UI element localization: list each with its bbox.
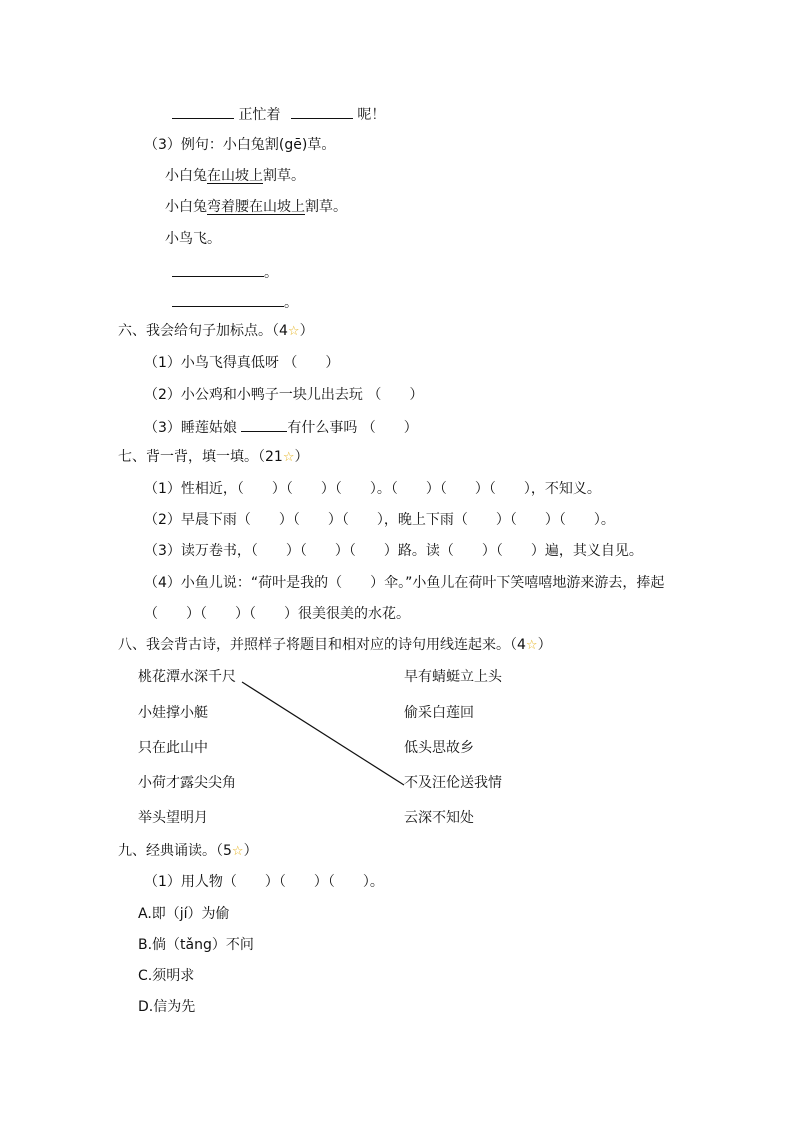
example-text: 割草。 (263, 168, 305, 184)
q5-3-example-1 (165, 167, 305, 185)
paren: ） (294, 449, 309, 465)
star-icon: ☆ (231, 844, 244, 859)
example-text: 割草。 (305, 199, 347, 215)
q7-item-4[interactable]: （4）小鱼儿说：“荷叶是我的（ ）伞。”小鱼儿在荷叶下笑嘻嘻地游来游去，捧起 (144, 575, 665, 591)
sentence-text: 有什么事吗 （ ） (287, 420, 418, 436)
example-underlined: 弯着腰在山坡上 (207, 199, 305, 215)
answer-blank[interactable] (291, 104, 353, 119)
q8-title (118, 636, 552, 655)
q6-sentence-3[interactable] (144, 417, 418, 437)
q6-sentence-2[interactable]: （2）小公鸡和小鸭子一块儿出去玩 （ ） (144, 387, 424, 403)
q7-item-3[interactable]: （3）读万卷书，（ ）（ ）（ ）路。读（ ）（ ）遍，其义自见。 (144, 543, 643, 559)
q9-option[interactable]: A.即（jí）为偷 (138, 906, 230, 922)
answer-blank[interactable] (172, 104, 234, 119)
star-icon: ☆ (525, 638, 538, 653)
q9-option[interactable]: C.须明求 (138, 968, 195, 984)
section-title: 八、我会背古诗，并照样子将题目和相对应的诗句用线连起来。（4 (118, 637, 526, 653)
poem-line-right[interactable]: 不及汪伦送我情 (404, 775, 502, 791)
q7-item-4-cont[interactable]: （ ）（ ）（ ）很美很美的水花。 (144, 606, 410, 622)
q7-title (118, 448, 308, 467)
q6-title (118, 322, 314, 341)
q5-3-answer-2 (172, 292, 298, 312)
period: 。 (264, 265, 278, 281)
tail-mid: 正忙着 (238, 107, 281, 123)
example-underlined: 在山坡上 (207, 168, 263, 184)
q6-sentence-1[interactable]: （1）小鸟飞得真低呀 （ ） (144, 355, 340, 371)
poem-line-right[interactable]: 偷采白莲回 (404, 705, 474, 721)
q9-title (118, 842, 258, 861)
section-title: 九、经典诵读。（5 (118, 843, 232, 859)
sentence-text: （3）睡莲姑娘 (144, 420, 242, 436)
q9-option[interactable]: B.倘（tǎng）不问 (138, 937, 254, 953)
poem-title-left[interactable]: 小荷才露尖尖角 (138, 775, 236, 791)
answer-blank[interactable] (172, 292, 284, 307)
section-title: 六、我会给句子加标点。（4 (118, 323, 288, 339)
q9-item-1[interactable]: （1）用人物（ ）（ ）（ ）。 (144, 874, 384, 890)
answer-blank[interactable] (241, 417, 287, 432)
q5-3-answer-1 (172, 262, 278, 282)
poem-line-right[interactable]: 云深不知处 (404, 810, 474, 826)
example-text: 小白兔 (165, 168, 207, 184)
poem-title-left[interactable]: 小娃撑小艇 (138, 705, 208, 721)
star-icon: ☆ (287, 324, 300, 339)
paren: ） (243, 843, 258, 859)
paren: ） (537, 637, 552, 653)
connector-line (242, 682, 404, 785)
q5-3-example-2 (165, 198, 347, 216)
tail-end: 呢！ (357, 107, 386, 123)
poem-line-right[interactable]: 早有蜻蜓立上头 (404, 669, 502, 685)
q5-example-tail (172, 104, 385, 124)
q7-item-2[interactable]: （2）早晨下雨（ ）（ ）（ ），晚上下雨（ ）（ ）（ ）。 (144, 512, 615, 528)
answer-blank[interactable] (172, 262, 264, 277)
q7-item-1[interactable]: （1）性相近，（ ）（ ）（ ）。（ ）（ ）（ ），不知义。 (144, 481, 601, 497)
section-title: 七、背一背，填一填。（21 (118, 449, 283, 465)
q5-3-label: （3）例句：小白兔割(gē)草。 (144, 137, 336, 153)
poem-title-left[interactable]: 举头望明月 (138, 810, 208, 826)
star-icon: ☆ (282, 450, 295, 465)
q5-3-bird: 小鸟飞。 (165, 231, 221, 247)
poem-title-left[interactable]: 桃花潭水深千尺 (138, 669, 236, 685)
poem-line-right[interactable]: 低头思故乡 (404, 740, 474, 756)
q9-option[interactable]: D.信为先 (138, 999, 196, 1015)
period: 。 (284, 295, 298, 311)
paren: ） (299, 323, 314, 339)
poem-title-left[interactable]: 只在此山中 (138, 740, 208, 756)
example-text: 小白兔 (165, 199, 207, 215)
